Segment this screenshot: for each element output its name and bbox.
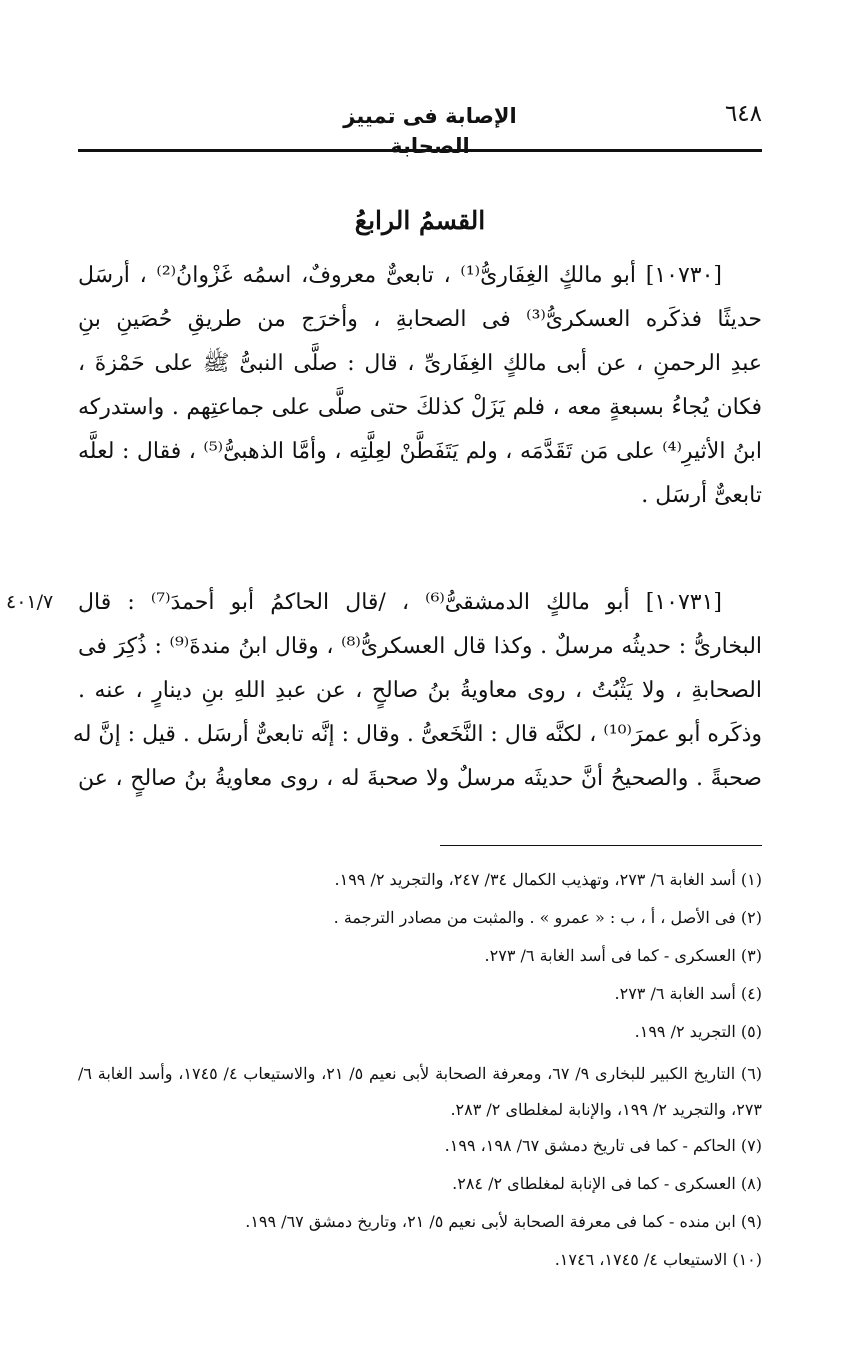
entry-10730 (78, 254, 762, 518)
footnote: (٥) التجريد ٢/ ١٩٩. (634, 1022, 762, 1041)
entry-line: [١٠٧٣٠] أبو مالكٍ الغِفَارىُّ⁽¹⁾ ، تابعىٌّ معروفٌ، اسمُه غَزْوانُ⁽²⁾ ، أرسَل (78, 263, 723, 288)
footnote: (٧) الحاكم - كما فى تاريخ دمشق ٦٧/ ١٩٨، ١٩٩. (444, 1136, 762, 1155)
footnote: (٨) العسكرى - كما فى الإنابة لمغلطاى ٢/ ٢٨٤. (452, 1174, 762, 1193)
footnote: (٢) فى الأصل ، أ ، ب : « عمرو » . والمثبت من مصادر الترجمة . (333, 908, 762, 927)
entry-line: صحبةً . والصحيحُ أنَّ حديثَه مرسلٌ ولا صحبةَ له ، روى معاويةُ بنُ صالحٍ ، عن (78, 766, 762, 791)
entry-10731 (72, 581, 763, 801)
entry-line: تابعىٌّ أرسَل . (641, 483, 762, 508)
entry-line: وذكَره أبو عمرَ⁽¹⁰⁾ ، لكنَّه قال : النَّخَعىُّ . وقال : إنَّه تابعىٌّ أرسَل . قيل : إنَّ له (72, 722, 762, 747)
entry-line: حديثًا فذكَره العسكرىُّ⁽³⁾ فى الصحابةِ ، وأخرَج من طريقِ حُصَينِ بنِ (78, 307, 762, 332)
footnotes (78, 866, 762, 1284)
entry-line: فكان يُجاءُ بسبعةٍ معه ، فلم يَزَلْ كذلكَ حتى صلَّى على جماعتِهم . واستدركه (78, 395, 762, 420)
section-title: القسمُ الرابعُ (354, 206, 486, 235)
footnote: (١٠) الاستيعاب ٤/ ١٧٤٥، ١٧٤٦. (554, 1250, 762, 1269)
footnote: (٦) التاريخ الكبير للبخارى ٩/ ٦٧، ومعرفة الصحابة لأبى نعيم ٥/ ٢١، والاستيعاب ٤/ ١٧٤٥، وأسد الغابة ٦/ ٢٧٣، والتجريد ٢/ ١٩٩، والإنابة لمغلطاى ٢/ ٢٨٣. (78, 1064, 763, 1119)
entry-line: البخارىُّ : حديثُه مرسلٌ . وكذا قال العسكرىُّ⁽⁸⁾ ، وقال ابنُ مندةَ⁽⁹⁾ : ذُكِرَ فى (78, 634, 763, 659)
header-rule (78, 149, 762, 152)
footnote: (٩) ابن منده - كما فى معرفة الصحابة لأبى نعيم ٥/ ٢١، وتاريخ دمشق ٦٧/ ١٩٩. (245, 1212, 762, 1231)
footnote: (٣) العسكرى - كما فى أسد الغابة ٦/ ٢٧٣. (484, 946, 762, 965)
entry-line: عبدِ الرحمنِ ، عن أبى مالكٍ الغِفَارىِّ ، قال : صلَّى النبىُّ ﷺ على حَمْزةَ ، (78, 351, 762, 376)
page-number: ٦٤٨ (724, 101, 762, 127)
entry-line: الصحابةِ ، ولا يَثْبُتُ ، روى معاويةُ بنُ صالحٍ ، عن عبدِ اللهِ بنِ دينارٍ ، عنه . (78, 678, 762, 703)
footnote-separator (440, 845, 762, 846)
entry-line: [١٠٧٣١] أبو مالكٍ الدمشقىُّ⁽⁶⁾ ، /قال الحاكمُ أبو أحمدَ⁽⁷⁾ : قال (78, 590, 722, 615)
entry-line: ابنُ الأثيرِ⁽⁴⁾ على مَن تَقَدَّمَه ، ولم يَتَفَطَّنْ لعِلَّتِه ، وأمَّا الذهبىُّ⁽⁵⁾ ، فقال : لعلَّه (78, 439, 762, 464)
footnote: (١) أسد الغابة ٦/ ٢٧٣، وتهذيب الكمال ٣٤/ ٢٤٧، والتجريد ٢/ ١٩٩. (334, 870, 762, 889)
footnote: (٤) أسد الغابة ٦/ ٢٧٣. (614, 984, 762, 1003)
running-title: الإصابة فى تمييز الصحابة (343, 104, 517, 158)
marginal-volume-page-note: ٤٠١/٧ (6, 591, 54, 613)
